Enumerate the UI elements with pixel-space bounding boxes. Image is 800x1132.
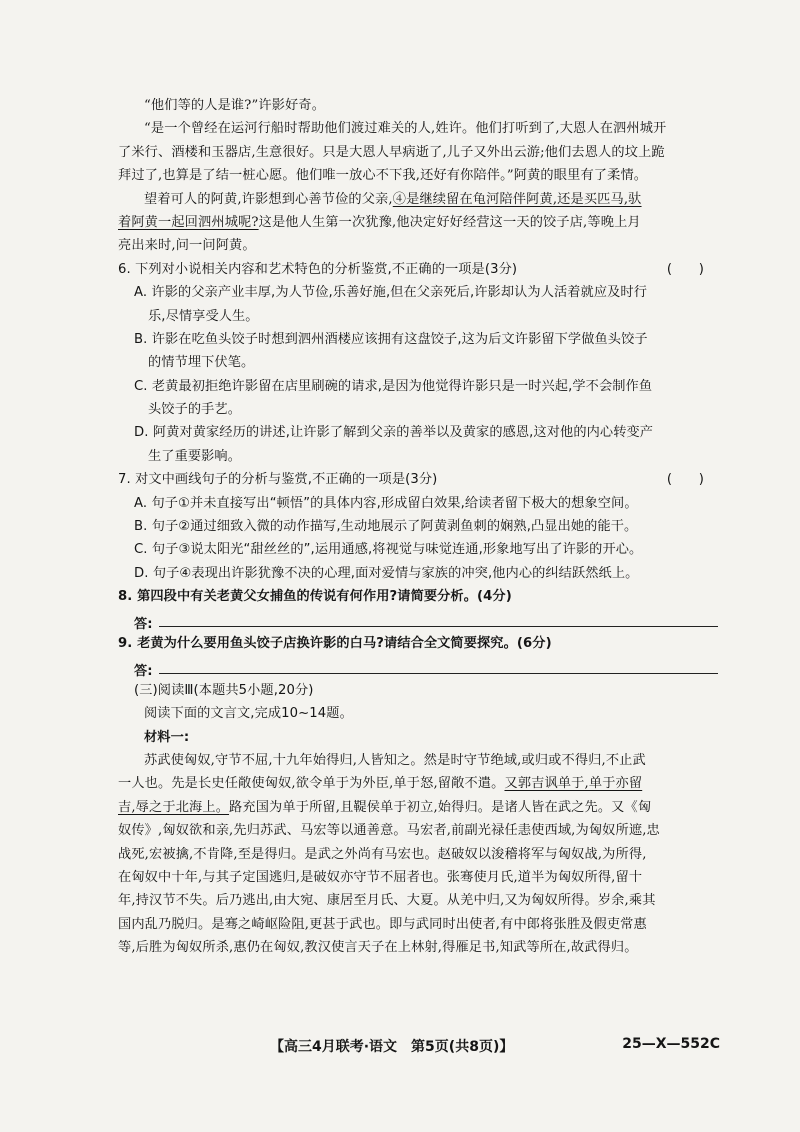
answer-label: 答: — [134, 616, 153, 632]
underlined-classical-sentence: 又郭吉讽单于,单于亦留 — [504, 776, 643, 792]
question-7-text: 7. 对文中画线句子的分析与鉴赏,不正确的一项是(3分) — [118, 472, 438, 488]
answer-line[interactable] — [159, 626, 718, 627]
question-6-option-c-cont: 头饺子的手艺。 — [148, 402, 242, 418]
classical-text-line — [118, 772, 718, 795]
question-7-option-c: C. 句子③说太阳光“甜丝丝的”,运用通感,将视觉与味觉连通,形象地写出了许影的开心。 — [134, 542, 643, 558]
question-6-text: 6. 下列对小说相关内容和艺术特色的分析鉴赏,不正确的一项是(3分) — [118, 261, 518, 277]
classical-text: 路充国为单于所留,且鞮侯单于初立,始得归。是诸人皆在武之先。又《匈 — [229, 799, 652, 815]
section-3-heading: (三)阅读Ⅲ(本题共5小题,20分) — [134, 682, 314, 698]
classical-text-line: 等,后胜为匈奴所杀,惠仍在匈奴,教汉使言天子在上林射,得雁足书,知武等所在,故武得归。 — [118, 940, 638, 956]
answer-line[interactable] — [159, 673, 718, 674]
question-6-option-a-cont: 乐,尽情享受人生。 — [148, 308, 259, 324]
question-6-answer-paren[interactable]: ( ) — [666, 261, 704, 277]
classical-text-line — [118, 796, 718, 819]
underlined-classical-sentence-cont: 吉,辱之于北海上。 — [118, 799, 230, 815]
question-8-answer-row[interactable] — [118, 609, 718, 632]
passage-line: “他们等的人是谁?”许影好奇。 — [144, 98, 326, 113]
classical-text-line: 战死,宏被擒,不肯降,至是得归。是武之外尚有马宏也。赵破奴以浚稽将军与匈奴战,为所得, — [118, 846, 647, 862]
passage-text: 这是他人生第一次犹豫,他决定好好经营这一天的饺子店,等晚上月 — [258, 214, 641, 230]
question-6-option-b: B. 许影在吃鱼头饺子时想到泗州酒楼应该拥有这盘饺子,这为后文许影留下学做鱼头饺子 — [134, 331, 648, 347]
question-6-option-b-cont: 的情节埋下伏笔。 — [148, 355, 255, 371]
passage-line: 了米行、酒楼和玉器店,生意很好。只是大恩人早病逝了,儿子又外出云游;他们去恩人的坟上跪 — [118, 144, 665, 160]
answer-label: 答: — [134, 663, 153, 679]
underlined-sentence-4-cont: 着阿黄一起回泗州城呢? — [118, 214, 259, 230]
question-7-option-a: A. 句子①并未直接写出“顿悟”的具体内容,形成留白效果,给读者留下极大的想象空间。 — [134, 495, 638, 511]
passage-line — [118, 188, 718, 211]
passage-line: “是一个曾经在运河行船时帮助他们渡过难关的人,姓许。他们打听到了,大恩人在泗州城开 — [144, 121, 667, 137]
classical-text: 一人也。先是长史任敞使匈奴,欲令单于为外臣,单于怒,留敞不遣。 — [118, 776, 505, 792]
question-7-option-d: D. 句子④表现出许影犹豫不决的心理,面对爱情与家族的冲突,他内心的纠结跃然纸上。 — [134, 565, 639, 581]
footer-exam-info: 【高三4月联考·语文 第5页(共8页)】 — [270, 1039, 514, 1055]
passage-text: 望着可人的阿黄,许影想到心善节俭的父亲, — [144, 191, 393, 207]
question-6-stem — [118, 258, 718, 281]
question-9-answer-row[interactable] — [118, 655, 718, 678]
question-7-option-b: B. 句子②通过细致入微的动作描写,生动地展示了阿黄剥鱼刺的娴熟,凸显出她的能干。 — [134, 519, 638, 535]
passage-line: 亮出来时,问一问阿黄。 — [118, 238, 256, 254]
classical-text-line: 奴传》,匈奴欲和亲,先归苏武、马宏等以通善意。马宏者,前副光禄任恚使西域,为匈奴所遮,忠 — [118, 823, 660, 839]
classical-text-line: 年,持汉节不失。后乃逃出,由大宛、康居至月氏、大夏。从羌中归,又为匈奴所得。岁余,乘其 — [118, 893, 656, 909]
passage-line — [118, 211, 718, 234]
question-6-option-d-cont: 生了重要影响。 — [148, 448, 242, 464]
footer-paper-code: 25—X—552C — [622, 1036, 720, 1052]
page-content — [118, 94, 718, 959]
question-9-stem: 9. 老黄为什么要用鱼头饺子店换许影的白马?请结合全文简要探究。(6分) — [118, 635, 552, 651]
section-3-instruction: 阅读下面的文言文,完成10~14题。 — [144, 706, 353, 722]
question-7-stem — [118, 468, 718, 491]
question-8-stem: 8. 第四段中有关老黄父女捕鱼的传说有何作用?请简要分析。(4分) — [118, 589, 512, 605]
question-7-answer-paren[interactable]: ( ) — [666, 472, 704, 488]
material-1-label: 材料一: — [144, 729, 190, 745]
classical-text-line: 苏武使匈奴,守节不屈,十九年始得归,人皆知之。然是时守节绝域,或归或不得归,不止武 — [144, 752, 646, 768]
passage-line: 拜过了,也算是了结一桩心愿。他们唯一放心不下我,还好有你陪伴。”阿黄的眼里有了柔情。 — [118, 168, 648, 184]
page-footer — [270, 1036, 720, 1056]
question-6-option-d: D. 阿黄对黄家经历的讲述,让许影了解到父亲的善举以及黄家的感恩,这对他的内心转变产 — [134, 425, 654, 441]
classical-text-line: 在匈奴中十年,与其子定国逃归,是破奴亦守节不屈者也。张骞使月氏,道半为匈奴所得,留十 — [118, 869, 643, 885]
underlined-sentence-4: ④是继续留在龟河陪伴阿黄,还是买匹马,驮 — [392, 191, 642, 207]
classical-text-line: 国内乱乃脱归。是骞之崎岖险阻,更甚于武也。即与武同时出使者,有中郎将张胜及假吏常惠 — [118, 916, 647, 932]
question-6-option-c: C. 老黄最初拒绝许影留在店里刷碗的请求,是因为他觉得许影只是一时兴起,学不会制作鱼 — [134, 378, 653, 394]
question-6-option-a: A. 许影的父亲产业丰厚,为人节俭,乐善好施,但在父亲死后,许影却认为人活着就应及时行 — [134, 285, 647, 301]
